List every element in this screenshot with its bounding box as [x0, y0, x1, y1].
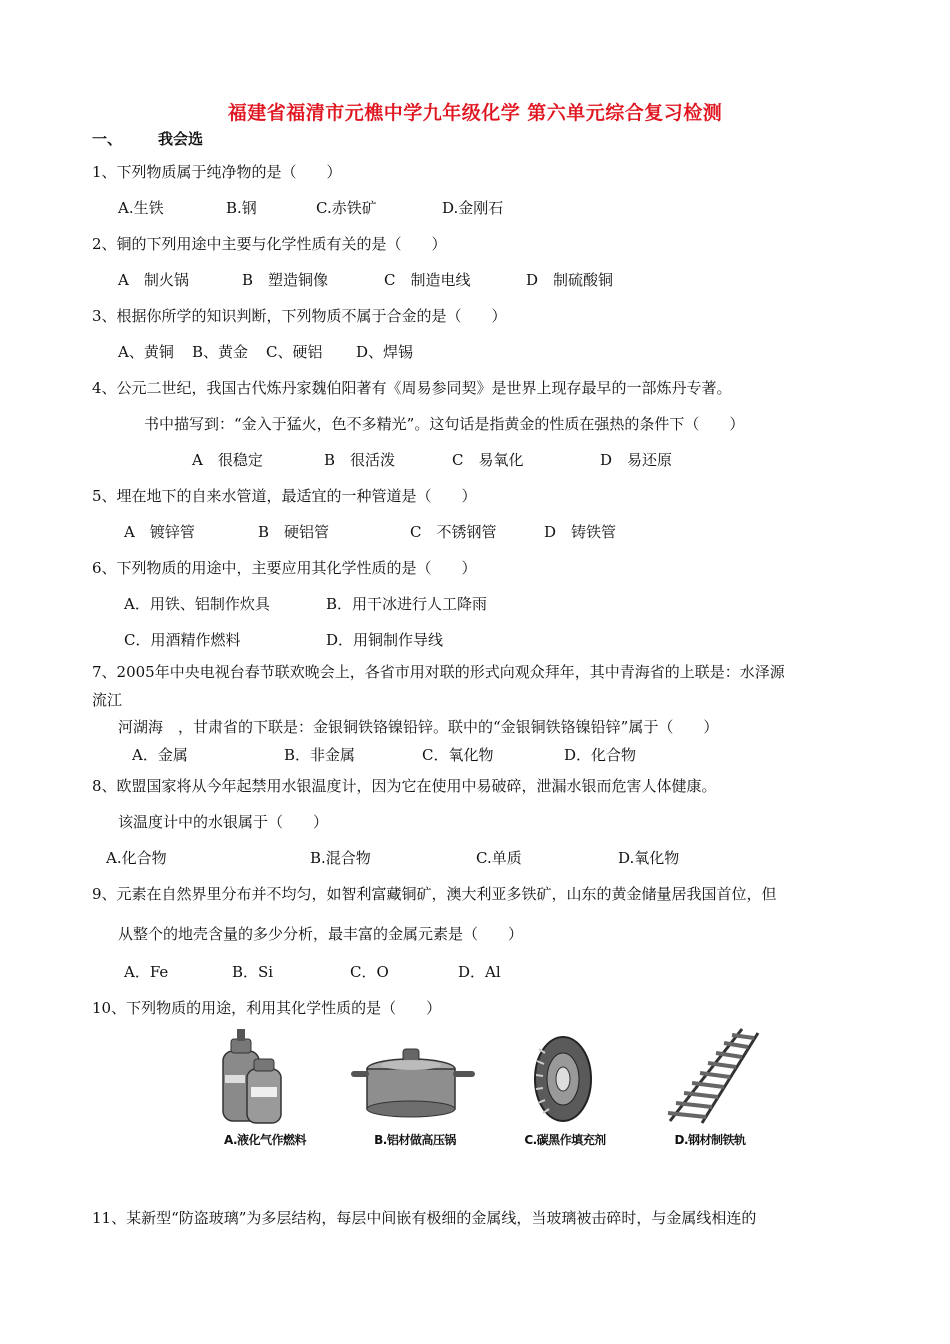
question-9-option-a: A．Fe: [124, 963, 169, 981]
image-option-a-caption: A.液化气作燃料: [223, 1133, 307, 1147]
question-9-option-b: B．Si: [232, 963, 274, 981]
section-number: 一、: [92, 130, 123, 148]
question-9-option-d: D．Al: [458, 963, 501, 981]
question-8-stem-line-1: 8、欧盟国家将从今年起禁用水银温度计，因为它在使用中易破碎，泄漏水银而危害人体健康。: [92, 777, 717, 795]
question-6-stem: 6、下列物质的用途中，主要应用其化学性质的是（ ）: [92, 559, 477, 577]
question-2-option-d: D 制硫酸铜: [526, 271, 614, 289]
question-1-stem: 1、下列物质属于纯净物的是（ ）: [92, 163, 342, 181]
image-option-b: [345, 1025, 485, 1155]
question-8-option-c: C.单质: [476, 849, 522, 867]
question-7-stem-line-2: 流江: [92, 691, 123, 709]
question-2-option-a: A 制火锅: [118, 271, 189, 289]
question-6-option-d: D．用铜制作导线: [326, 631, 444, 649]
image-option-c: [495, 1025, 635, 1155]
question-3-stem: 3、根据你所学的知识判断，下列物质不属于合金的是（ ）: [92, 307, 507, 325]
pressure-cooker-icon: [345, 1025, 485, 1129]
question-5-option-a: A 镀锌管: [124, 523, 195, 541]
image-option-c-caption: C.碳黑作填充剂: [524, 1133, 606, 1147]
question-4-stem-line-2: 书中描写到：“金入于猛火，色不多精光”。这句话是指黄金的性质在强热的条件下（ ）: [144, 415, 745, 433]
question-7-option-b: B．非金属: [284, 746, 356, 764]
question-10-images: [195, 1025, 775, 1155]
question-4-option-d: D 易还原: [600, 451, 673, 469]
tire-icon: [495, 1025, 635, 1129]
question-5-option-c: C 不锈钢管: [410, 523, 497, 541]
question-3-option-c: C、硬铝: [266, 343, 323, 361]
question-5-stem: 5、埋在地下的自来水管道，最适宜的一种管道是（ ）: [92, 487, 477, 505]
question-8-option-a: A.化合物: [106, 849, 167, 867]
gas-cylinder-icon: [195, 1025, 335, 1129]
question-3-option-b: B、黄金: [192, 343, 249, 361]
question-7-stem-line-3: 河湖海 ，甘肃省的下联是：金银铜铁铬镍铅锌。联中的“金银铜铁铬镍铅锌”属于（ ）: [118, 718, 719, 736]
image-option-d-caption: D.钢材制铁轨: [674, 1133, 746, 1147]
question-6-option-c: C．用酒精作燃料: [124, 631, 241, 649]
question-7-option-d: D．化合物: [564, 746, 637, 764]
image-option-d: [640, 1025, 780, 1155]
question-5-option-b: B 硬铝管: [258, 523, 330, 541]
question-9-stem-line-1: 9、元素在自然界里分布并不均匀，如智利富藏铜矿，澳大利亚多铁矿，山东的黄金储量居我国首位，但: [92, 885, 777, 903]
question-11-stem: 11、某新型“防盗玻璃”为多层结构，每层中间嵌有极细的金属线，当玻璃被击碎时，与金属线相连的: [92, 1209, 757, 1227]
question-8-option-d: D.氧化物: [618, 849, 680, 867]
question-4-option-b: B 很活泼: [324, 451, 396, 469]
question-4-option-a: A 很稳定: [192, 451, 263, 469]
question-9-option-c: C．O: [350, 963, 389, 981]
image-option-a: [195, 1025, 335, 1155]
question-9-stem-line-2: 从整个的地壳含量的多少分析，最丰富的金属元素是（ ）: [118, 925, 524, 943]
question-7-option-c: C．氧化物: [422, 746, 494, 764]
question-1-option-b: B.钢: [226, 199, 257, 217]
question-5-option-d: D 铸铁管: [544, 523, 617, 541]
question-6-option-b: B．用干冰进行人工降雨: [326, 595, 488, 613]
question-8-stem-line-2: 该温度计中的水银属于（ ）: [118, 813, 329, 831]
page-title: 福建省福清市元樵中学九年级化学 第六单元综合复习检测: [227, 102, 723, 124]
question-1-option-a: A.生铁: [118, 199, 164, 217]
question-2-option-b: B 塑造铜像: [242, 271, 329, 289]
question-6-option-a: A．用铁、铝制作炊具: [124, 595, 270, 613]
question-2-stem: 2、铜的下列用途中主要与化学性质有关的是（ ）: [92, 235, 447, 253]
question-1-option-d: D.金刚石: [442, 199, 504, 217]
question-7-option-a: A．金属: [132, 746, 188, 764]
question-1-option-c: C.赤铁矿: [316, 199, 377, 217]
question-3-option-a: A、黄铜: [118, 343, 174, 361]
question-4-stem-line-1: 4、公元二世纪，我国古代炼丹家魏伯阳著有《周易参同契》是世界上现存最早的一部炼丹专著。: [92, 379, 732, 397]
section-heading: [92, 128, 203, 149]
image-option-b-caption: B.铝材做高压锅: [374, 1133, 456, 1147]
question-2-option-c: C 制造电线: [384, 271, 471, 289]
question-10-stem: 10、下列物质的用途，利用其化学性质的是（ ）: [92, 999, 442, 1017]
question-3-option-d: D、焊锡: [356, 343, 414, 361]
section-label: 我会选: [158, 130, 204, 148]
question-8-option-b: B.混合物: [310, 849, 371, 867]
question-7-stem-line-1: 7、2005年中央电视台春节联欢晚会上，各省市用对联的形式向观众拜年，其中青海省的上联是：水泽源: [92, 663, 785, 681]
railway-track-icon: [640, 1025, 780, 1129]
question-4-option-c: C 易氧化: [452, 451, 524, 469]
